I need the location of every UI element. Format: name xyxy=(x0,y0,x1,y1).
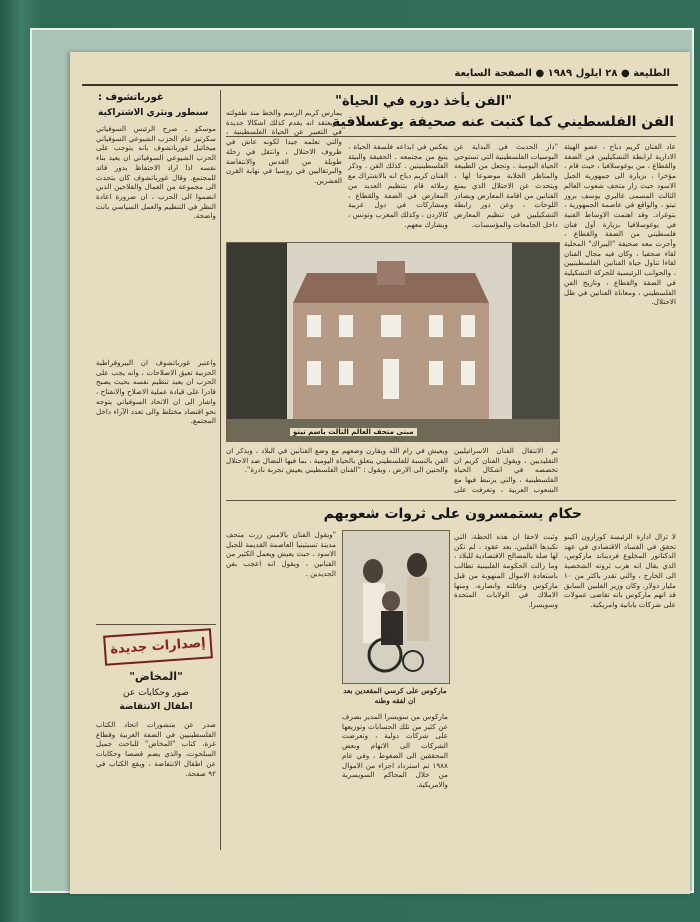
side-body: موسكو ـ صرح الرئيس السوفياتي سكرتير عام الحزب الشيوعي السوفياتي ميخائيل غورباتشوف بانه يتوجب على الحزب الشيوعي السوفياتي ان يعيد بناء نفسه اذا اراد الاحتفاظ بدور قائد للمجتمع. وقال غورباتشوف كان يتحدث الى مجموعة من العمال والفلاحين الذين انضموا الى الحزب ، ان ضرورة اعادة النظر في التنظيم والعمل السياسي باتت واضحة. xyxy=(96,124,216,221)
side-column-rule xyxy=(220,90,221,850)
marcos-photo xyxy=(342,530,450,684)
main-lower-col-b: ويعيش في رام الله ويقارن وضعهم مع وضع الفنانين في البلاد ، ويذكر ان الفن بالنسبة للفلسطيني يتعلق بالحياة اليومية ، بما فيها النضال ضد الاحتلال والحنين الى الارض ، ويقول : "الفنان الفلسطيني يعيش تجربة نادرة". xyxy=(226,446,448,475)
second-col-3: ماركوس من سويسرا المدير بصرف عن كثير من تلك الحسابات وتوزيعها على شركات دولية ، وتعرضت الشركات الى الاتهام وبعض المحققين الى الضغوط ، وفي عام ١٩٨٨ تم استرداد اجزاء من الاموال من خلال المحاكم السويسرية والامريكية. xyxy=(342,712,448,789)
book-body: صدر عن منشورات اتحاد الكتاب الفلسطينيين في الضفة الغربية وقطاع غزة، كتاب "المخاض" للباحث جميل السلحوت، والذي يضم قصصا وحكايات عن اطفال الانتفاضة ، ويقع الكتاب في ٩٢ صفحة. xyxy=(96,720,216,778)
new-releases-stamp: إصدارات جديدة xyxy=(103,628,213,665)
header-line: الطليعة ● ٢٨ ايلول ١٩٨٩ ● الصفحة السابعة xyxy=(454,67,670,79)
main-col-6: "ويقول الفنان بالامس زرت متحف مدينة تسيتينيا العاصمة القديمة للجبل الاسود ، حيث يعيش ويعمل الكثير من الفنانين ، ويقول انه اعجب بفن الجديدين . xyxy=(226,530,336,578)
book-box-top-rule xyxy=(96,624,216,625)
museum-photo xyxy=(226,242,560,442)
second-col-1: لا تزال ادارة الرئيسة كورازون اكينو تحقق في الفساد الاقتصادي في عهد الدكتاتور المخلوع فرديناند ماركوس، الذي يقال انه هرب ثروته الشخصية الى الخارج ، والتي تقدر باكثر من ١٠ مليار دولار. وكان وزير الفلبين السابق قد اتهم ماركوس بانه تقاضى عمولات على شركات يابانية وامريكية. xyxy=(564,532,676,609)
main-col-4: يمارس كريم الرسم والخط منذ طفولته ، ويعتقد انه يقدم كذلك اشكالا جديدة في التعبير عن الحياة الفلسطينية ، والتي تعلمه جيدا لكونه عاش في ظروف الاحتلال ، وانتقل في رحلة طويلة من القدس والانتفاضة والبرتقاليين في روسيا في نهاية القرن العشرين. xyxy=(226,108,342,185)
side-headline: غورباتشوف : xyxy=(98,92,164,103)
museum-photo-caption: مبنى متحف العالم الثالث باسم تيتو xyxy=(290,428,417,436)
book-subtitle-1: صور وحكايات عن xyxy=(123,688,189,698)
main-headline: الفن الفلسطيني كما كتبت عنه صحيفة يوغسلافية xyxy=(332,114,674,130)
main-col-3: يعكس في ابداعه فلسفة الحياة ، ينبع من مجتمعه . الحقيقة والبيئة الفلسطينيتين . كذلك الفن . وذكر الفنان كريم دباح انه بالاشتراك مع زملائه قام بتنظيم العديد من المعارض في الضفة والقطاع ، ومشاركات في دول عربية كالاردن ، وكذلك المغرب وتونس ، ويشارك معهم. xyxy=(348,142,448,229)
main-col-1: عاد الفنان كريم دباح ، عضو الهيئة الادارية لرابطة التشكيليين في الضفة والقطاع ، من يوغوسلافيا ، حيث قام ، مؤخرا ، بزيارة الى جمهورية الجبل الاسود حيث زار متحف شعوب العالم الثالث المسمى غاليري يوسف بروز تيتو ، والواقع في عاصمة الجمهورية ، بتوغراد. وقد اهتمت الاوساط الفنية في يوغوسلافيا بزيارة أول فنان فلسطيني من الضفة والقطاع ، وأجرت معه صحيفة "اليبراك" المحلية لقاء صحفيا ، وكان فيه مجال الفنان لقاءا تناول حياة الفنانين الفلسطينيين ، والجوانب الرئيسية للحركة التشكيلية في الضفة والقطاع ، وتاريخ الفن الفلسطيني ، ومعاناة الفنانين في ظل الاحتلال. xyxy=(564,142,676,307)
side-subhead: سنطور ونثري الاشتراكية xyxy=(98,108,209,118)
side-body-2: واعتبر غورباتشوف ان البيروقراطية الحزبية تعيق الاصلاحات ، وانه يجب على الحزب ان يعيد تنظيم نفسه بحيث يصبح قادرا على قيادة عملية الاصلاح والانفتاح ، واشار الى ان الاتحاد السوفياتي يتوجه نحو اقتصاد مختلط والى تعدد الآراء داخل المجتمع. xyxy=(96,358,216,426)
page-header xyxy=(82,62,678,86)
second-headline: حكام يستمسرون على ثروات شعوبهم xyxy=(323,506,582,522)
second-col-2: وثبت لاحقا ان هذه الحظة، التي تكبدها الفلبين، بعد عقود ، لم تكن لها صلة بالمصالح الاقتصادية للبلاد ، وما زالت الحكومة الفلبينية تطالب باستعادة الاموال المنهوبة من قبل ماركوس وعائلته وانصاره، ومنها الاملاك في الولايات المتحدة وسويسرا. xyxy=(454,532,558,609)
main-col-2: "دار الحديث في البداية عن البوسيات الفلسطينية التي تستوحي الحياة اليومية ، وتجعل من الطبيعة والمناظر الخلابة موضوعا لها ، ويتحدث عن الاحتلال الذي يمنع الفنانين من اقامة المعارض ويصادر اللوحات ، وعن دور رابطة التشكيليين في تنظيم المعارض داخل الجامعات والمؤسسات. xyxy=(454,142,558,229)
main-lower-col-a: ثم الانتقال الفنان الاسرائيليين التقليديين ، ويقول الفنان كريم ان تخصصه في اشكال الحياة الفلسطينية ، والتي يرتبط فيها مع الشعوب العربية ، وتعرفت على xyxy=(454,446,558,494)
book-title: "المخاض" xyxy=(129,670,183,683)
book-subtitle-2: اطفال الانتفاضة xyxy=(119,702,193,712)
wheelchair-figure-illustration xyxy=(343,531,449,683)
main-kicker: "الفن يأخذ دوره في الحياة" xyxy=(335,94,512,109)
second-story-top-rule xyxy=(226,500,676,501)
marcos-photo-caption: ماركوس على كرسي المقعدين بعد ان لفقه وطنه xyxy=(343,686,447,705)
newspaper-page xyxy=(70,52,690,894)
museum-building-illustration xyxy=(227,243,559,441)
